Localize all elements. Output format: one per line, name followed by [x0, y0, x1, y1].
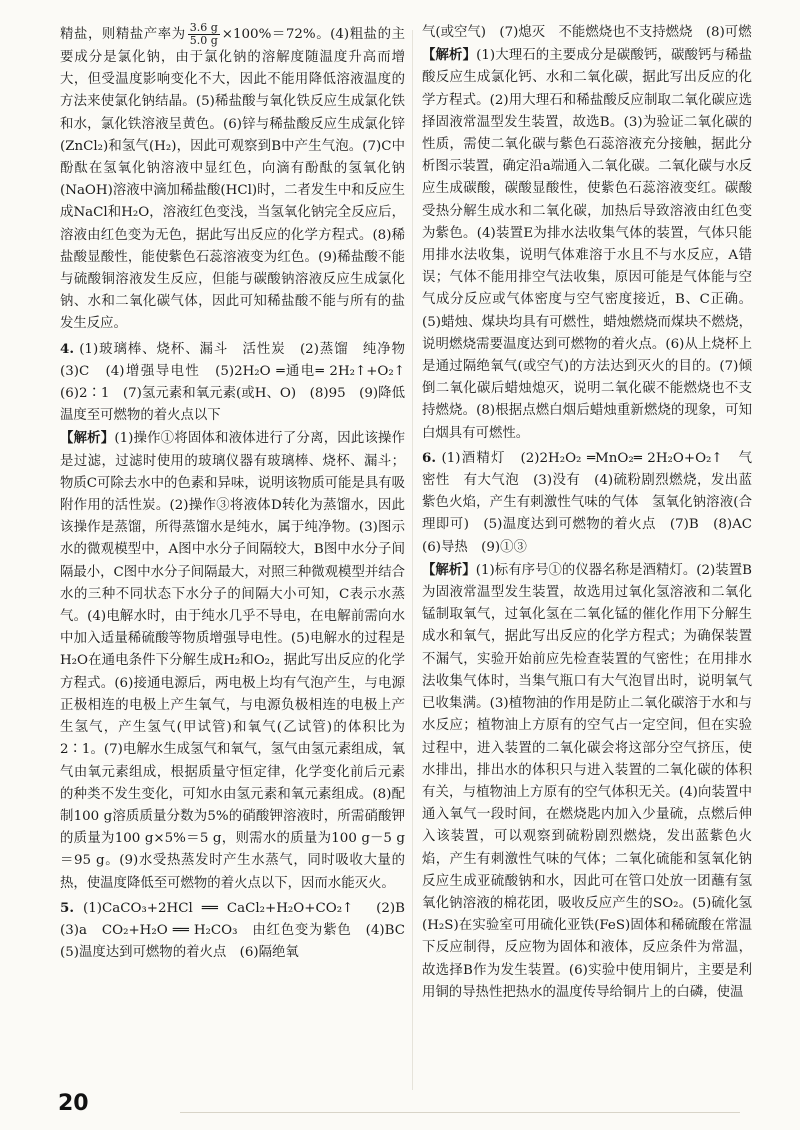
intro-text-a: 精盐，则精盐产率为 — [60, 27, 186, 42]
q4-number: 4. — [60, 340, 74, 357]
left-column — [60, 21, 419, 964]
q6-analysis-text: (1)标有序号①的仪器名称是酒精灯。(2)装置B为固液常温型发生装置，故选用过氧化氢溶液和二氧化锰制取氧气，过氧化氢在二氧化锰的催化作用下分解生成水和氧气，据此写出反应的化学方程式；为确保装置不漏气，实验开始前应先检查装置的气密性；在用排水法收集气体时，当集气瓶口有大气泡冒出时，说明氧气已收集满。(3)植物油的作用是防止二氧化碳溶于水和与水反应；植物油上方原有的空气占一定空间，但在实验过程中，进入装置的二氧化碳会将这部分空气挤压，使水排出，排出水的体积只与进入装置的二氧化碳的体积有关，与植物油上方原有的空气体积无关。(4)向装置中通入氧气一段时间，在燃烧匙内加入少量硫，点燃后伸入该装置，可以观察到硫粉剧烈燃烧，发出蓝紫色火焰，产生有刺激性气味的气体；二氧化硫能和氢氧化钠反应生成亚硫酸钠和水，因此可在管口处放一团蘸有氢氧化钠溶液的棉花团，吸收反应产生的SO₂。(5)硫化氢(H₂S)在实验室可用硫化亚铁(FeS)固体和稀硫酸在常温下反应制得，反应物为固体和液体，反应条件为常温，故选择B作为发生装置。(6)实验中使用铜片，主要是利用铜的导热性把热水的温度传导给铜片上的白磷，使温 — [422, 562, 753, 1000]
q6-answers — [422, 447, 766, 559]
footer-rule — [180, 1112, 740, 1113]
q4-analysis-label: 【解析】 — [60, 430, 115, 447]
yield-fraction — [188, 22, 220, 47]
q4-answers — [60, 338, 419, 428]
q5-analysis-label: 【解析】 — [422, 47, 477, 64]
q3-analysis-continued — [60, 22, 405, 336]
q5-analysis — [422, 44, 752, 445]
intro-text-b: ×100%＝72%。(4)粗盐的主要成分是氯化钠，由于氯化钠的溶解度随温度升高而增大，但受温度影响变化不大，因此不能用降低溶液温度的方法来使氯化钠结晶。(5)稀盐酸与氧化铁反应生成氯化铁和水，氯化铁溶液呈黄色。(6)锌与稀盐酸反应生成氯化锌(ZnCl₂)和氢气(H₂)，因此可观察到B中产生气泡。(7)C中酚酞在氢氧化钠溶液中显红色，向滴有酚酞的氢氧化钠(NaOH)溶液中滴加稀盐酸(HCl)时，二者发生中和反应生成NaCl和H₂O，溶液红色变浅，当氢氧化钠完全反应后，溶液由红色变为无色，据此写出反应的化学方程式。(8)稀盐酸显酸性，能使紫色石蕊溶液变为红色。(9)稀盐酸不能与硫酸铜溶液发生反应，但能与碳酸钠溶液反应生成氯化钠、水和二氧化碳气体，因此可知稀盐酸不能与所有的盐发生反应。 — [60, 27, 406, 332]
q6-number: 6. — [422, 449, 436, 466]
q5-answers-continued: 气(或空气) (7)熄灭 不能燃烧也不支持燃烧 (8)可燃 — [422, 25, 752, 40]
q5-number: 5. — [60, 899, 74, 916]
page-number: 20 — [58, 1091, 89, 1116]
fraction-denominator: 5.0 g — [189, 34, 218, 47]
q5-answer-text: (1)CaCO₃+2HCl ══ CaCl₂+H₂O+CO₂↑ (2)B (3)a CO₂+H₂O ══ H₂CO₃ 由红色变为紫色 (4)BC (5)温度达到可燃物的着火点 (6)隔绝氧 — [60, 900, 419, 961]
right-column — [422, 22, 766, 1004]
q4-analysis-text: (1)操作①将固体和液体进行了分离，因此该操作是过滤，过滤时使用的玻璃仪器有玻璃棒、烧杯、漏斗；物质C可除去水中的色素和异味，说明该物质可能是具有吸附作用的活性炭。(2)操作③将液体D转化为蒸馏水，因此该操作是蒸馏，所得蒸馏水是纯水，属于纯净物。(3)图示水的微观模型中，A图中水分子间隔较大，B图中水分子间隔最小，C图中水分子间隔最大，对照三种微观模型并结合水的三种不同状态下水分子的间隔大小可知，C表示水蒸气。(4)电解水时，由于纯水几乎不导电，在电解前需向水中加入适量稀硫酸等物质增强导电性。(5)电解水的过程是H₂O在通电条件下分解生成H₂和O₂，据此写出反应的化学方程式。(6)接通电源后，两电极上均有气泡产生，与电源正极相连的电极上产生氧气，与电源负极相连的电极上产生氢气，产生氢气(甲试管)和氧气(乙试管)的体积比为2∶1。(7)电解水生成氢气和氧气，氢气由氢元素组成，氧气由氧元素组成，根据质量守恒定律，化学变化前后元素的种类不发生变化，可知水由氢元素和氧元素组成。(8)配制100 g溶质质量分数为5%的硝酸钾溶液时，所需硝酸钾的质量为100 g×5%＝5 g，则需水的质量为100 g－5 g＝95 g。(9)水受热蒸发时产生水蒸气，同时吸收大量的热，使温度降低至可燃物的着火点以下，因而水能灭火。 — [60, 431, 406, 891]
q6-answer-text: (1)酒精灯 (2)2H₂O₂ ═MnO₂═ 2H₂O+O₂↑ 气密性 有大气泡 (3)没有 (4)硫粉剧烈燃烧，发出蓝紫色火焰，产生有刺激性气味的气体 氢氧化钠溶液(合理即可) (5)温度达到可燃物的着火点 (7)B (8)AC (6)导热 (9)①③ — [422, 450, 766, 555]
q4-analysis — [60, 427, 405, 894]
q6-analysis — [422, 559, 752, 1004]
q5-analysis-text: (1)大理石的主要成分是碳酸钙，碳酸钙与稀盐酸反应生成氯化钙、水和二氧化碳，据此写出反应的化学方程式。(2)用大理石和稀盐酸反应制取二氧化碳应选择固液常温型发生装置，故选B。(3)为验证二氧化碳的性质，需使二氧化碳与紫色石蕊溶液充分接触，据此分析图示装置，确定沿a端通入二氧化碳。二氧化碳与水反应生成碳酸，碳酸显酸性，使紫色石蕊溶液变红。碳酸受热分解生成水和二氧化碳，加热后导致溶液由红色变为紫色。(4)装置E为排水法收集气体的装置，气体只能用排水法收集，说明气体难溶于水且不与水反应，A错误；气体不能用排空气法收集，原因可能是气体能与空气成分反应或气体密度与空气密度接近，B、C正确。(5)蜡烛、煤块均具有可燃性，蜡烛燃烧而煤块不燃烧，说明燃烧需要温度达到可燃物的着火点。(6)从上烧杯上是通过隔绝氧气(或空气)的方法达到灭火的目的。(7)倾倒二氧化碳后蜡烛熄灭，说明二氧化碳不能燃烧也不支持燃烧。(8)根据点燃白烟后蜡烛重新燃烧的现象，可知白烟具有可燃性。 — [422, 48, 752, 441]
q6-analysis-label: 【解析】 — [422, 561, 476, 578]
q4-answer-text: (1)玻璃棒、烧杯、漏斗 活性炭 (2)蒸馏 纯净物 (3)C (4)增强导电性 (5)2H₂O ═通电═ 2H₂↑+O₂↑ (6)2∶1 (7)氢元素和氧元素(或H、O) (8)95 (9)降低温度至可燃物的着火点以下 — [60, 341, 419, 424]
fraction-numerator: 3.6 g — [189, 21, 218, 34]
q5-answers — [60, 897, 419, 965]
